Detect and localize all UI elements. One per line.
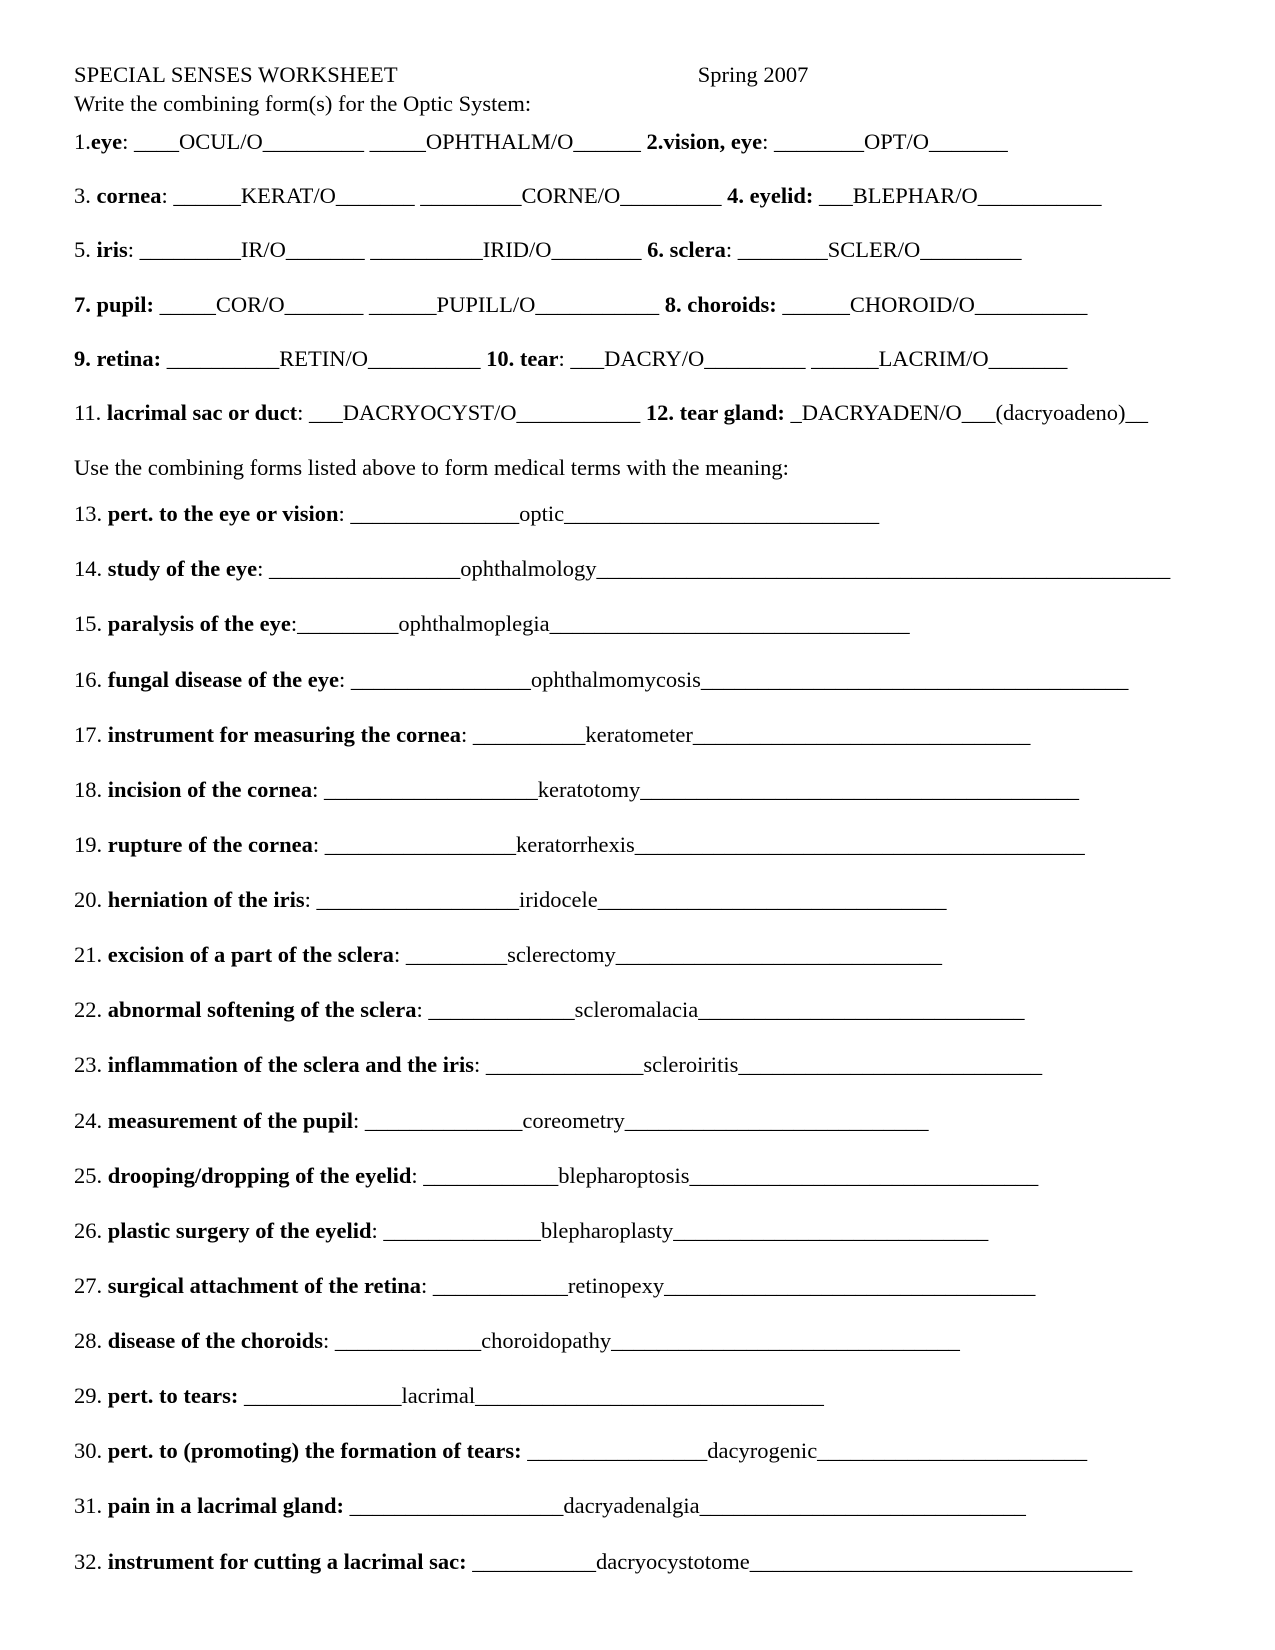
question-prompt: abnormal softening of the sclera [107, 997, 417, 1023]
answer-blank: ________________dacyrogenic________________________ [521, 1438, 1088, 1464]
answer-blank: ______________lacrimal_______________________________ [238, 1383, 824, 1409]
term-label: 12. tear gland: [645, 399, 785, 425]
item-number: 13. [74, 501, 108, 527]
answer-blank: : ______________coreometry___________________________ [352, 1107, 929, 1133]
term-label: eye [90, 129, 123, 155]
answer-blank: 3. [74, 183, 97, 209]
answer-blank: : ______________scleroiritis___________________________ [473, 1052, 1043, 1078]
answer-blank: _____COR/O_______ ______PUPILL/O___________ [154, 291, 665, 317]
combining-form-line [74, 236, 1201, 264]
answer-blank: : ___DACRYOCYST/O___________ [297, 399, 646, 425]
question-prompt: paralysis of the eye [107, 611, 291, 637]
item-number: 22. [74, 997, 108, 1023]
question-line [74, 1437, 1201, 1465]
answer-blank: ___________dacryocystotome__________________________________ [466, 1548, 1133, 1574]
answer-blank: : ___DACRY/O_________ ______LACRIM/O_______ [558, 345, 1068, 371]
question-line [74, 886, 1201, 914]
question-line [74, 1492, 1201, 1520]
answer-blank: : ____________retinopexy_________________________________ [421, 1272, 1036, 1298]
item-number: 1. [74, 129, 91, 155]
answer-blank: : _______________optic____________________________ [338, 501, 880, 527]
question-line [74, 1382, 1201, 1410]
answer-blank: :_________ophthalmoplegia________________________________ [290, 611, 910, 637]
answer-blank: : ________________ophthalmomycosis______________________________________ [338, 666, 1129, 692]
item-number: 15. [74, 611, 108, 637]
question-line [74, 1327, 1201, 1355]
answer-blank: : ________SCLER/O_________ [725, 237, 1022, 263]
question-prompt: plastic surgery of the eyelid [107, 1217, 372, 1243]
question-prompt: herniation of the iris [107, 887, 305, 912]
question-prompt: fungal disease of the eye [107, 666, 339, 692]
item-number: 30. [74, 1438, 108, 1464]
question-prompt: disease of the choroids [107, 1328, 323, 1353]
question-line [74, 941, 1201, 969]
term-label: 7. pupil: [74, 291, 155, 317]
combining-form-line [74, 399, 1201, 427]
answer-blank: : ________OPT/O_______ [762, 129, 1008, 155]
question-line [74, 666, 1201, 694]
item-number: 21. [74, 942, 108, 968]
question-prompt: instrument for cutting a lacrimal sac: [107, 1548, 467, 1574]
question-line [74, 776, 1201, 804]
question-line [74, 555, 1201, 583]
question-prompt: inflammation of the sclera and the iris [107, 1052, 474, 1078]
answer-blank: : ____________blepharoptosis_______________________________ [411, 1162, 1039, 1188]
page-title: SPECIAL SENSES WORKSHEET [74, 62, 398, 87]
term-label: lacrimal sac or duct [106, 399, 298, 425]
question-prompt: pert. to the eye or vision [107, 501, 339, 527]
question-line [74, 500, 1201, 528]
answer-blank: : __________________iridocele_______________________________ [304, 887, 947, 912]
question-line [74, 1272, 1201, 1300]
question-line [74, 1548, 1201, 1576]
question-prompt: instrument for measuring the cornea [107, 721, 462, 747]
item-number: 2. [646, 129, 664, 155]
question-prompt: drooping/dropping of the eyelid [107, 1162, 412, 1188]
term-label: 10. tear [486, 345, 559, 371]
question-prompt: excision of a part of the sclera [107, 942, 394, 968]
question-line [74, 721, 1201, 749]
question-line [74, 831, 1201, 859]
question-prompt: pert. to (promoting) the formation of tears: [107, 1438, 522, 1464]
questions-list [74, 500, 1201, 1576]
question-prompt: pert. to tears: [107, 1383, 239, 1409]
combining-form-line [74, 291, 1201, 319]
item-number: 23. [74, 1052, 108, 1078]
answer-blank: 5. [74, 237, 97, 263]
question-prompt: study of the eye [107, 556, 258, 582]
section-instruction-terms: Use the combining forms listed above to form medical terms with the meaning: [74, 454, 789, 480]
document-header [74, 62, 1201, 88]
item-number: 24. [74, 1107, 108, 1133]
answer-blank: ___BLEPHAR/O___________ [813, 183, 1102, 209]
answer-blank: : _________________ophthalmology___________________________________________________ [257, 556, 1171, 582]
question-prompt: rupture of the cornea [107, 831, 313, 857]
combining-forms-list [74, 128, 1201, 427]
answer-blank: : _____________scleromalacia_____________________________ [416, 997, 1025, 1023]
term-label: iris [96, 237, 128, 263]
item-number: 28. [74, 1328, 108, 1353]
item-number: 14. [74, 556, 108, 582]
answer-blank: : _____________choroidopathy_______________________________ [322, 1328, 960, 1353]
item-number: 17. [74, 721, 108, 747]
question-prompt: surgical attachment of the retina [107, 1272, 422, 1298]
term-label: 6. sclera [647, 237, 726, 263]
answer-blank: : _________sclerectomy_____________________________ [393, 942, 943, 968]
answer-blank: : ______KERAT/O_______ _________CORNE/O_________ [161, 183, 728, 209]
section-instruction-optic: Write the combining form(s) for the Optic System: [74, 90, 532, 116]
combining-form-line [74, 182, 1201, 210]
term-label: 9. retina: [74, 345, 162, 371]
item-number: 18. [74, 776, 108, 802]
item-number: 26. [74, 1217, 108, 1243]
question-line [74, 1162, 1201, 1190]
question-line [74, 1051, 1201, 1079]
answer-blank: __________RETIN/O__________ [161, 345, 487, 371]
answer-blank: ______CHOROID/O__________ [776, 291, 1088, 317]
item-number: 25. [74, 1162, 108, 1188]
answer-blank: : ____OCUL/O_________ _____OPHTHALM/O______ [122, 129, 647, 155]
term-label: 4. eyelid: [727, 183, 814, 209]
term-label: vision, eye [663, 129, 763, 155]
answer-blank: 11. [74, 399, 107, 425]
answer-blank: : ___________________keratotomy_______________________________________ [312, 776, 1079, 802]
question-prompt: pain in a lacrimal gland: [107, 1493, 345, 1519]
question-prompt: incision of the cornea [107, 776, 313, 802]
term-label: cornea [96, 183, 162, 209]
item-number: 29. [74, 1383, 108, 1409]
item-number: 31. [74, 1493, 108, 1519]
combining-form-line [74, 345, 1201, 373]
term-label: 8. choroids: [664, 291, 777, 317]
answer-blank: : _________IR/O_______ __________IRID/O________ [127, 237, 648, 263]
question-line [74, 610, 1201, 638]
item-number: 27. [74, 1272, 108, 1298]
question-line [74, 1217, 1201, 1245]
item-number: 16. [74, 666, 108, 692]
answer-blank: : __________keratometer______________________________ [461, 721, 1031, 747]
item-number: 32. [74, 1548, 108, 1574]
answer-blank: : _________________keratorrhexis________________________________________ [312, 831, 1085, 857]
answer-blank: ___________________dacryadenalgia_____________________________ [344, 1493, 1026, 1519]
question-line [74, 996, 1201, 1024]
term-label: Spring 2007 [697, 62, 809, 87]
question-line [74, 1107, 1201, 1135]
combining-form-line [74, 128, 1201, 156]
item-number: 20. [74, 887, 108, 912]
question-prompt: measurement of the pupil [107, 1107, 353, 1133]
item-number: 19. [74, 831, 108, 857]
answer-blank: _DACRYADEN/O___(dacryoadeno)__ [784, 399, 1148, 425]
answer-blank: : ______________blepharoplasty____________________________ [371, 1217, 989, 1243]
